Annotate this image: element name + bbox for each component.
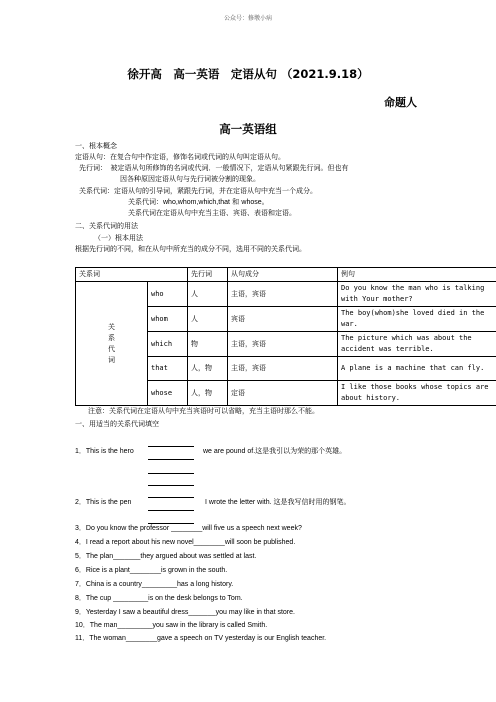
- document-title: 徐开高 高一英语 定语从句 （2021.9.18）: [127, 67, 369, 81]
- table-cell-word: whom: [148, 307, 188, 332]
- table-cell-example: The boy(whom)she loved died in the war.: [338, 307, 496, 332]
- table-cell-example: A plane is a machine that can fly.: [338, 357, 496, 381]
- exercise-item-1: 1．This is the hero: [75, 448, 134, 455]
- relative-pronoun-list: [128, 197, 269, 208]
- table-cell-word: which: [148, 332, 188, 357]
- table-cell-antecedent: 人: [188, 282, 228, 307]
- exercise-item: 9．Yesterday I saw a beautiful dress_______you may like in that store.: [75, 609, 295, 616]
- table-cell-word: whose: [148, 381, 188, 406]
- exercise-heading: 一、用适当的关系代词填空: [75, 420, 159, 428]
- antecedent-definition: 先行词： 被定语从句所修饰的名词或代词．一般情况下，定语从句紧跟先行词。但也有: [79, 164, 349, 172]
- relative-list-words: who,whom,which,that: [163, 199, 230, 206]
- exercise-item: 6．Rice is a plant________is grown in the south.: [75, 567, 228, 574]
- table-cell-antecedent: 人，物: [188, 357, 228, 381]
- exercise-item: 4．I read a report about his new novel________will soon be published.: [75, 539, 296, 546]
- header-clause-role: 从句成分: [228, 268, 338, 282]
- relative-list-prefix: 关系代词：: [128, 198, 163, 206]
- header-antecedent: 先行词: [188, 268, 228, 282]
- header-relative-word: 关系词: [76, 268, 188, 282]
- table-cell-role: 宾语: [228, 307, 338, 332]
- section-heading-concepts: 一、根本概念: [75, 142, 117, 150]
- exercise-item: 8．The cup _________is on the desk belongs to Tom.: [75, 595, 243, 602]
- subsection-basic-usage: （一）根本用法: [94, 234, 143, 242]
- exercise-item-2-cont: I wrote the letter with. 这是我写信时用的钢笔。: [205, 498, 351, 506]
- exercise-item: 10．The man_________you saw in the library is called Smith.: [75, 622, 268, 629]
- exercise-item-2: 2．This is the pen: [75, 499, 132, 506]
- table-cell-example: I like those books whose topics are about history.: [338, 381, 496, 406]
- relative-pronoun-table: [75, 267, 496, 406]
- table-cell-role: 定语: [228, 381, 338, 406]
- watermark: 公众号：修墩小病: [223, 15, 272, 22]
- relative-list-last: whose。: [241, 199, 269, 206]
- exercise-item: 11．The woman________gave a speech on TV yesterday is our English teacher.: [75, 635, 327, 642]
- exercise-item: 5．The plan_______they argued about was settled at last.: [75, 553, 257, 560]
- table-cell-antecedent: 人，物: [188, 381, 228, 406]
- exercise-item: 3．Do you know the professor ________will five us a speech next week?: [75, 525, 302, 532]
- group-heading: 高一英语组: [219, 122, 277, 136]
- note-omission: 注意：关系代词在定语从句中充当宾语时可以省略，充当主语时那么不能。: [88, 407, 319, 415]
- table-cell-example: The picture which was about the accident was terrible.: [338, 332, 496, 357]
- exercise-item-1-cont: we are pound of.这是我引以为荣的那个英雄。: [203, 447, 347, 455]
- section-heading-usage: 二、关系代词的用法: [75, 222, 138, 230]
- relative-pronoun-definition: 关系代词：定语从句的引导词，紧跟先行词，并在定语从句中充当一个成分。: [79, 187, 317, 195]
- table-cell-role: 主语，宾语: [228, 332, 338, 357]
- relative-pronoun-group-label: 关 系 代 词: [76, 282, 148, 406]
- table-cell-role: 主语，宾语: [228, 282, 338, 307]
- exercise-item: 7．China is a country_________has a long history.: [75, 581, 234, 588]
- table-cell-role: 主语，宾语: [228, 357, 338, 381]
- relative-pronoun-role: 关系代词在定语从句中充当主语、宾语、表语和定语。: [128, 209, 296, 217]
- author-label: 命题人: [384, 96, 417, 109]
- table-cell-antecedent: 人: [188, 307, 228, 332]
- usage-intro: 根据先行词的不同，和在从句中所充当的成分不同，选用不同的关系代词。: [75, 245, 306, 253]
- clause-definition: 定语从句：在复合句中作定语，修饰名词或代词的从句叫定语从句。: [75, 153, 285, 161]
- antecedent-definition-cont: 因各种原因定语从句与先行词被分割的现象。: [120, 175, 260, 183]
- table-cell-example: Do you know the man who is talking with Your mother?: [338, 282, 496, 307]
- table-cell-word: who: [148, 282, 188, 307]
- table-row: [76, 282, 496, 307]
- table-cell-word: that: [148, 357, 188, 381]
- relative-list-and: 和: [232, 198, 240, 206]
- table-header-row: [76, 268, 496, 282]
- header-example: 例句: [338, 268, 496, 282]
- table-cell-antecedent: 物: [188, 332, 228, 357]
